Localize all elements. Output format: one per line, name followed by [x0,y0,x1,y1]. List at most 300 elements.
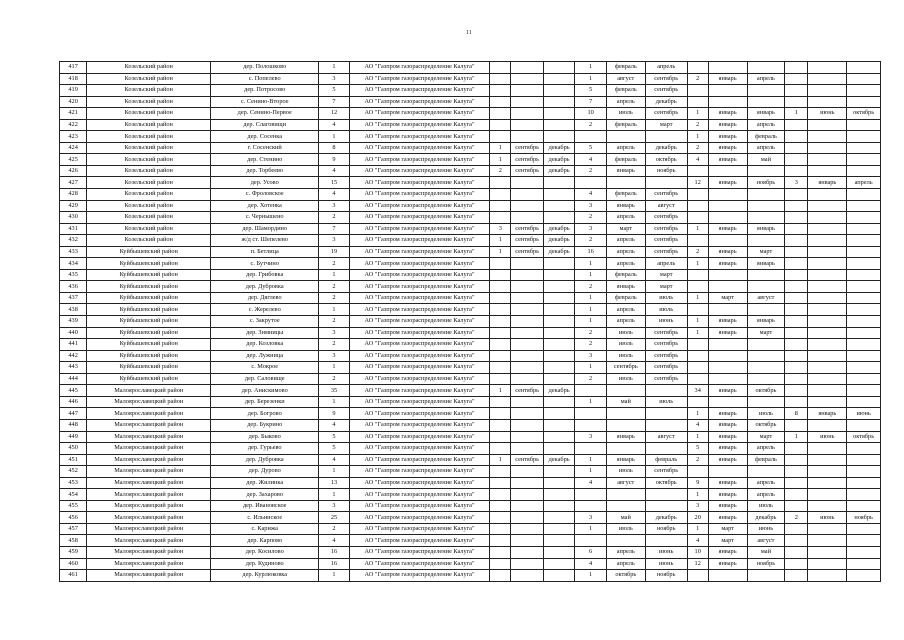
stage1-quantity: 1 [490,385,511,397]
stage4-end-month [847,500,881,512]
organization-cell: АО "Газпром газораспределение Калуга" [349,500,490,512]
count-cell: 4 [319,119,349,131]
stage2-end-month: сентябрь [645,327,687,339]
district-cell: Малоярославецкий район [87,443,211,455]
stage2-end-month: сентябрь [645,223,687,235]
stage4-start-month [808,96,847,108]
stage4-end-month [847,119,881,131]
settlement-cell: дер. Грибовка [211,269,319,281]
stage2-start-month [606,385,645,397]
stage2-quantity: 2 [575,281,606,293]
row-number: 432 [60,235,87,247]
stage4-quantity [785,500,808,512]
stage1-start-month: сентябрь [511,246,544,258]
stage2-start-month: апрель [606,304,645,316]
stage1-quantity [490,523,511,535]
organization-cell: АО "Газпром газораспределение Калуга" [349,235,490,247]
stage1-start-month [511,131,544,143]
stage1-end-month [543,73,574,85]
table-row [60,165,881,177]
organization-cell: АО "Газпром газораспределение Калуга" [349,570,490,582]
district-cell: Куйбышевский район [87,316,211,328]
organization-cell: АО "Газпром газораспределение Калуга" [349,523,490,535]
stage1-quantity [490,558,511,570]
settlement-cell: дер. Дурово [211,466,319,478]
stage2-quantity: 2 [575,339,606,351]
row-number: 441 [60,339,87,351]
table-row [60,119,881,131]
settlement-cell: дер. Березенки [211,396,319,408]
stage4-start-month [808,489,847,501]
row-number: 439 [60,316,87,328]
settlement-cell: дер. Захарово [211,489,319,501]
stage2-quantity: 2 [575,165,606,177]
stage1-end-month [543,396,574,408]
stage1-start-month [511,558,544,570]
stage1-quantity: 3 [490,223,511,235]
stage1-quantity [490,316,511,328]
organization-cell: АО "Газпром газораспределение Калуга" [349,466,490,478]
table-row [60,85,881,97]
stage3-start-month [708,362,747,374]
stage3-quantity [687,350,708,362]
stage4-start-month [808,350,847,362]
table-row [60,373,881,385]
stage1-end-month [543,316,574,328]
stage3-end-month: январь [747,223,785,235]
stage1-end-month [543,443,574,455]
stage1-quantity [490,350,511,362]
stage1-end-month [543,546,574,558]
stage4-quantity [785,316,808,328]
district-cell: Малоярославецкий район [87,570,211,582]
stage4-end-month [847,523,881,535]
stage1-start-month [511,546,544,558]
stage4-end-month [847,385,881,397]
count-cell: 7 [319,96,349,108]
stage2-quantity: 3 [575,512,606,524]
organization-cell: АО "Газпром газораспределение Калуга" [349,385,490,397]
settlement-cell: с. Фроловское [211,189,319,201]
stage2-start-month: март [606,223,645,235]
stage1-end-month [543,477,574,489]
table-row [60,269,881,281]
stage3-quantity [687,189,708,201]
stage2-start-month: февраль [606,62,645,74]
table-row [60,62,881,74]
stage1-end-month [543,362,574,374]
stage1-start-month: сентябрь [511,154,544,166]
stage3-end-month [747,396,785,408]
stage3-quantity: 1 [687,223,708,235]
table-row [60,385,881,397]
stage3-quantity [687,362,708,374]
organization-cell: АО "Газпром газораспределение Калуга" [349,454,490,466]
table-row [60,558,881,570]
stage1-start-month: сентябрь [511,165,544,177]
stage1-end-month [543,258,574,270]
stage3-end-month: август [747,535,785,547]
stage4-end-month [847,454,881,466]
organization-cell: АО "Газпром газораспределение Калуга" [349,154,490,166]
stage2-quantity: 2 [575,327,606,339]
stage4-quantity [785,350,808,362]
stage3-quantity: 1 [687,327,708,339]
stage4-quantity [785,235,808,247]
settlement-cell: дер. Торбеево [211,165,319,177]
settlement-cell: дер. Дубровка [211,281,319,293]
stage3-end-month: апрель [747,119,785,131]
stage2-end-month: июль [645,304,687,316]
district-cell: Козельский район [87,200,211,212]
stage1-start-month [511,419,544,431]
stage3-start-month [708,189,747,201]
stage4-start-month [808,119,847,131]
stage3-end-month: март [747,246,785,258]
organization-cell: АО "Газпром газораспределение Калуга" [349,177,490,189]
stage4-end-month [847,373,881,385]
row-number: 420 [60,96,87,108]
district-cell: Козельский район [87,212,211,224]
stage4-start-month [808,419,847,431]
stage3-quantity: 34 [687,385,708,397]
stage3-end-month [747,212,785,224]
stage1-quantity [490,443,511,455]
stage2-start-month [606,489,645,501]
stage3-end-month [747,62,785,74]
stage3-quantity: 2 [687,142,708,154]
stage2-start-month: май [606,396,645,408]
stage4-end-month [847,419,881,431]
stage3-start-month [708,373,747,385]
stage2-quantity [575,500,606,512]
stage3-quantity: 2 [687,119,708,131]
stage2-start-month: январь [606,165,645,177]
settlement-cell: с. Жерелево [211,304,319,316]
row-number: 418 [60,73,87,85]
district-cell: Малоярославецкий район [87,535,211,547]
stage4-start-month [808,339,847,351]
stage3-start-month [708,466,747,478]
stage3-start-month: январь [708,316,747,328]
stage2-start-month [606,443,645,455]
stage2-quantity [575,443,606,455]
table-row [60,235,881,247]
stage2-end-month: апрель [645,62,687,74]
stage3-start-month: январь [708,108,747,120]
organization-cell: АО "Газпром газораспределение Калуга" [349,131,490,143]
stage2-quantity [575,385,606,397]
row-number: 428 [60,189,87,201]
stage3-end-month: апрель [747,73,785,85]
organization-cell: АО "Газпром газораспределение Калуга" [349,512,490,524]
stage2-end-month [645,419,687,431]
stage1-end-month [543,339,574,351]
organization-cell: АО "Газпром газораспределение Калуга" [349,316,490,328]
stage4-quantity [785,339,808,351]
district-cell: Малоярославецкий район [87,512,211,524]
settlement-cell: дер. Шамордино [211,223,319,235]
table-row [60,535,881,547]
stage2-quantity: 6 [575,546,606,558]
count-cell: 3 [319,350,349,362]
stage4-start-month [808,396,847,408]
count-cell: 15 [319,177,349,189]
stage3-end-month [747,269,785,281]
stage1-start-month [511,570,544,582]
stage3-start-month: январь [708,385,747,397]
settlement-cell: дер. Слаговищи [211,119,319,131]
stage2-start-month: апрель [606,316,645,328]
settlement-cell: дер. Сенино-Первое [211,108,319,120]
row-number: 431 [60,223,87,235]
stage2-quantity: 1 [575,396,606,408]
stage2-quantity: 2 [575,373,606,385]
stage3-start-month: январь [708,546,747,558]
stage4-start-month [808,281,847,293]
stage3-quantity: 4 [687,535,708,547]
settlement-cell: дер. Зимницы [211,327,319,339]
settlement-cell: дер. Лужница [211,350,319,362]
count-cell: 4 [319,189,349,201]
stage2-quantity: 1 [575,316,606,328]
district-cell: Малоярославецкий район [87,558,211,570]
stage3-end-month: апрель [747,477,785,489]
organization-cell: АО "Газпром газораспределение Калуга" [349,327,490,339]
stage4-end-month [847,292,881,304]
stage3-start-month [708,200,747,212]
organization-cell: АО "Газпром газораспределение Калуга" [349,546,490,558]
row-number: 459 [60,546,87,558]
count-cell: 3 [319,500,349,512]
stage3-start-month [708,96,747,108]
stage3-start-month: январь [708,142,747,154]
settlement-cell: дер. Богрово [211,408,319,420]
district-cell: Малоярославецкий район [87,523,211,535]
organization-cell: АО "Газпром газораспределение Калуга" [349,558,490,570]
row-number: 453 [60,477,87,489]
count-cell: 13 [319,477,349,489]
stage3-end-month [747,339,785,351]
stage3-quantity [687,570,708,582]
count-cell: 9 [319,154,349,166]
table-row [60,546,881,558]
stage2-quantity: 1 [575,258,606,270]
stage1-quantity [490,466,511,478]
stage3-start-month: январь [708,443,747,455]
district-cell: Малоярославецкий район [87,546,211,558]
row-number: 421 [60,108,87,120]
stage3-end-month: ноябрь [747,177,785,189]
stage3-end-month: апрель [747,142,785,154]
stage1-end-month [543,431,574,443]
stage1-start-month: сентябрь [511,235,544,247]
stage3-end-month [747,189,785,201]
stage2-start-month [606,535,645,547]
stage4-quantity: 1 [785,108,808,120]
count-cell: 25 [319,512,349,524]
stage1-end-month [543,327,574,339]
settlement-cell: дер. Дубровка [211,454,319,466]
stage3-end-month [747,85,785,97]
count-cell: 3 [319,235,349,247]
stage3-end-month: февраль [747,454,785,466]
district-cell: Козельский район [87,73,211,85]
stage4-start-month [808,466,847,478]
organization-cell: АО "Газпром газораспределение Калуга" [349,431,490,443]
stage1-quantity [490,108,511,120]
stage1-end-month [543,177,574,189]
settlement-cell: дер. Быково [211,431,319,443]
table-row [60,292,881,304]
stage4-quantity [785,154,808,166]
stage3-quantity [687,165,708,177]
stage3-end-month: январь [747,316,785,328]
stage3-quantity: 20 [687,512,708,524]
stage1-start-month [511,96,544,108]
stage1-quantity [490,212,511,224]
stage2-end-month: ноябрь [645,570,687,582]
stage4-start-month [808,316,847,328]
settlement-cell: дер. Козловка [211,339,319,351]
stage3-start-month: январь [708,489,747,501]
stage4-end-month [847,570,881,582]
stage4-quantity: 3 [785,177,808,189]
stage3-quantity: 10 [687,546,708,558]
gasification-schedule-table [59,61,881,582]
stage3-end-month [747,165,785,177]
row-number: 423 [60,131,87,143]
stage1-start-month [511,200,544,212]
row-number: 440 [60,327,87,339]
stage1-start-month: сентябрь [511,385,544,397]
stage4-end-month: июнь [847,408,881,420]
stage3-end-month [747,281,785,293]
row-number: 460 [60,558,87,570]
stage1-end-month [543,85,574,97]
table-row [60,477,881,489]
stage4-quantity [785,269,808,281]
stage4-start-month [808,189,847,201]
settlement-cell: п. Бетлица [211,246,319,258]
district-cell: Куйбышевский район [87,327,211,339]
district-cell: Куйбышевский район [87,362,211,374]
stage1-quantity [490,269,511,281]
stage1-start-month: сентябрь [511,223,544,235]
district-cell: Малоярославецкий район [87,489,211,501]
row-number: 424 [60,142,87,154]
stage1-end-month [543,512,574,524]
stage1-start-month [511,373,544,385]
stage1-quantity [490,292,511,304]
count-cell: 12 [319,108,349,120]
stage2-end-month: июль [645,396,687,408]
table-row [60,512,881,524]
stage4-quantity [785,373,808,385]
district-cell: Малоярославецкий район [87,408,211,420]
count-cell: 35 [319,385,349,397]
settlement-cell: дер. Гурьево [211,443,319,455]
stage2-quantity: 7 [575,96,606,108]
table-row [60,339,881,351]
stage4-quantity: 8 [785,408,808,420]
count-cell: 7 [319,223,349,235]
stage4-start-month [808,258,847,270]
stage3-start-month [708,396,747,408]
stage1-end-month [543,535,574,547]
stage4-quantity [785,454,808,466]
stage3-quantity: 9 [687,477,708,489]
row-number: 437 [60,292,87,304]
table-row [60,189,881,201]
stage2-quantity: 16 [575,246,606,258]
organization-cell: АО "Газпром газораспределение Калуга" [349,200,490,212]
stage2-end-month [645,408,687,420]
settlement-cell: дер. Стенино [211,154,319,166]
stage1-quantity [490,431,511,443]
district-cell: Малоярославецкий район [87,431,211,443]
settlement-cell: с. Попелево [211,73,319,85]
stage4-start-month [808,235,847,247]
stage3-start-month: январь [708,558,747,570]
stage3-quantity: 4 [687,154,708,166]
stage2-start-month: июль [606,523,645,535]
settlement-cell: дер. Букрино [211,419,319,431]
settlement-cell: дер. Кудиново [211,558,319,570]
stage2-quantity: 1 [575,523,606,535]
stage4-quantity [785,258,808,270]
stage4-start-month [808,500,847,512]
settlement-cell: дер. Карпово [211,535,319,547]
organization-cell: АО "Газпром газораспределение Калуга" [349,269,490,281]
stage1-end-month [543,489,574,501]
stage4-end-month [847,546,881,558]
settlement-cell: с. Мокрое [211,362,319,374]
stage1-start-month [511,408,544,420]
stage2-quantity [575,419,606,431]
count-cell: 2 [319,258,349,270]
count-cell: 2 [319,373,349,385]
count-cell: 5 [319,443,349,455]
stage2-end-month: сентябрь [645,235,687,247]
table-row [60,570,881,582]
count-cell: 16 [319,558,349,570]
stage4-end-month [847,350,881,362]
stage3-end-month: июль [747,408,785,420]
stage3-start-month: март [708,535,747,547]
stage1-start-month [511,535,544,547]
stage4-quantity [785,304,808,316]
stage3-end-month: январь [747,108,785,120]
stage2-end-month: апрель [645,258,687,270]
count-cell: 3 [319,327,349,339]
table-row [60,466,881,478]
stage4-start-month [808,327,847,339]
stage4-start-month [808,85,847,97]
stage4-start-month [808,570,847,582]
stage3-end-month: июль [747,500,785,512]
stage3-end-month: апрель [747,489,785,501]
district-cell: Козельский район [87,131,211,143]
stage4-end-month [847,316,881,328]
stage2-end-month: июль [645,292,687,304]
district-cell: Козельский район [87,96,211,108]
stage3-quantity: 12 [687,558,708,570]
count-cell: 4 [319,419,349,431]
table-row [60,154,881,166]
stage3-end-month [747,362,785,374]
count-cell: 4 [319,165,349,177]
